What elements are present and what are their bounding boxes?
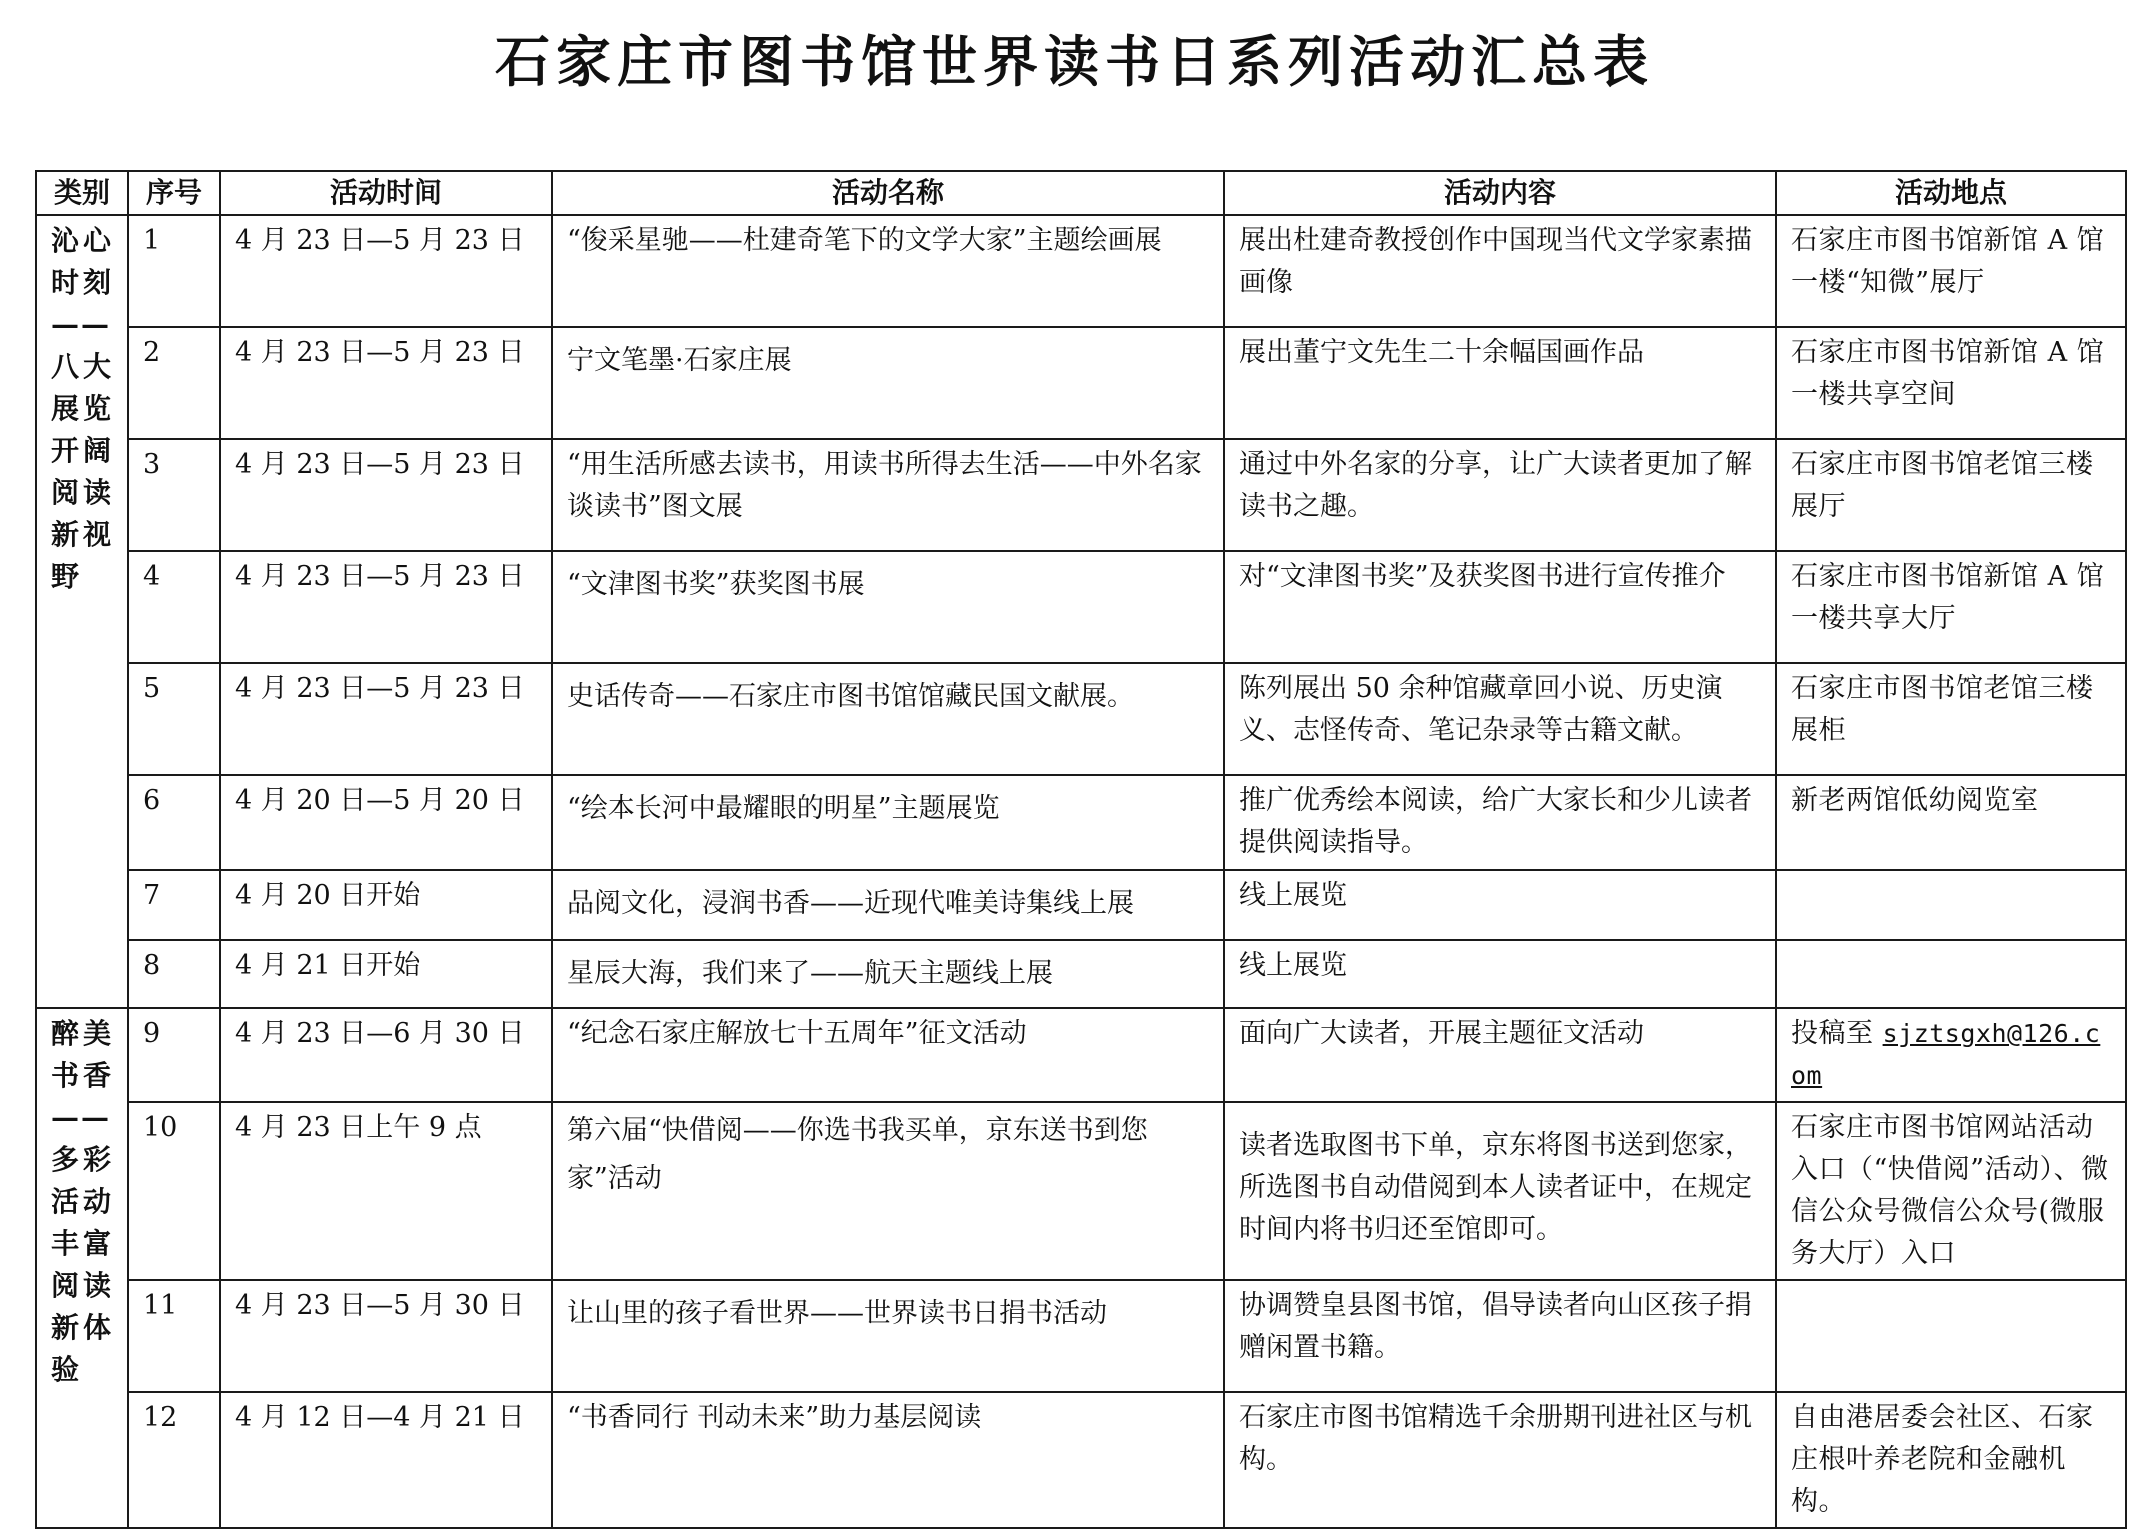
name-cell: 让山里的孩子看世界——世界读书日捐书活动: [552, 1280, 1224, 1392]
seq-cell: 5: [128, 663, 220, 775]
time-cell: 4 月 23 日上午 9 点: [220, 1102, 552, 1280]
content-cell: 协调赞皇县图书馆，倡导读者向山区孩子捐赠闲置书籍。: [1224, 1280, 1776, 1392]
seq-cell: 12: [128, 1392, 220, 1528]
header-seq: 序号: [128, 171, 220, 215]
seq-cell: 4: [128, 551, 220, 663]
content-cell: 线上展览: [1224, 870, 1776, 940]
time-cell: 4 月 20 日—5 月 20 日: [220, 775, 552, 870]
table-row: [36, 870, 2126, 940]
table-row: [36, 1392, 2126, 1528]
time-cell: 4 月 23 日—6 月 30 日: [220, 1008, 552, 1102]
table-row: [36, 1008, 2126, 1102]
content-cell: 展出杜建奇教授创作中国现当代文学家素描画像: [1224, 215, 1776, 327]
table-row: [36, 327, 2126, 439]
seq-cell: 6: [128, 775, 220, 870]
table-row: [36, 1102, 2126, 1280]
name-cell: “文津图书奖”获奖图书展: [552, 551, 1224, 663]
name-cell: 宁文笔墨·石家庄展: [552, 327, 1224, 439]
content-cell: 面向广大读者，开展主题征文活动: [1224, 1008, 1776, 1102]
seq-cell: 7: [128, 870, 220, 940]
seq-cell: 3: [128, 439, 220, 551]
name-cell: “绘本长河中最耀眼的明星”主题展览: [552, 775, 1224, 870]
location-cell: 石家庄市图书馆新馆 A 馆一楼共享空间: [1776, 327, 2126, 439]
location-cell: 石家庄市图书馆新馆 A 馆一楼“知微”展厅: [1776, 215, 2126, 327]
table-row: [36, 775, 2126, 870]
time-cell: 4 月 21 日开始: [220, 940, 552, 1008]
location-cell: [1776, 1008, 2126, 1102]
name-cell: 星辰大海，我们来了——航天主题线上展: [552, 940, 1224, 1008]
page-title: 石家庄市图书馆世界读书日系列活动汇总表: [494, 29, 1654, 94]
table-row: [36, 215, 2126, 327]
seq-cell: 1: [128, 215, 220, 327]
email-link[interactable]: sjztsgxh@126.com: [1791, 1019, 2101, 1090]
location-cell: [1776, 940, 2126, 1008]
content-cell: 陈列展出 50 余种馆藏章回小说、历史演义、志怪传奇、笔记杂录等古籍文献。: [1224, 663, 1776, 775]
content-cell: 对“文津图书奖”及获奖图书进行宣传推介: [1224, 551, 1776, 663]
table-header-row: [36, 171, 2126, 215]
time-cell: 4 月 23 日—5 月 30 日: [220, 1280, 552, 1392]
time-cell: 4 月 23 日—5 月 23 日: [220, 215, 552, 327]
table-row: [36, 439, 2126, 551]
location-prefix: 投稿至: [1791, 1018, 1883, 1049]
location-cell: 新老两馆低幼阅览室: [1776, 775, 2126, 870]
header-time: 活动时间: [220, 171, 552, 215]
location-cell: [1776, 1280, 2126, 1392]
seq-cell: 2: [128, 327, 220, 439]
location-cell: 石家庄市图书馆新馆 A 馆一楼共享大厅: [1776, 551, 2126, 663]
category-cell: 沁心时刻——八大展览开阔阅读新视野: [36, 215, 128, 1008]
header-name: 活动名称: [552, 171, 1224, 215]
name-cell: 品阅文化，浸润书香——近现代唯美诗集线上展: [552, 870, 1224, 940]
name-cell: “俊采星驰——杜建奇笔下的文学大家”主题绘画展: [552, 215, 1224, 327]
location-cell: 石家庄市图书馆老馆三楼展厅: [1776, 439, 2126, 551]
name-cell: “书香同行 刊动未来”助力基层阅读: [552, 1392, 1224, 1528]
content-cell: 通过中外名家的分享，让广大读者更加了解读书之趣。: [1224, 439, 1776, 551]
table-row: [36, 551, 2126, 663]
seq-cell: 11: [128, 1280, 220, 1392]
content-cell: 线上展览: [1224, 940, 1776, 1008]
seq-cell: 10: [128, 1102, 220, 1280]
location-cell: [1776, 870, 2126, 940]
content-cell: 展出董宁文先生二十余幅国画作品: [1224, 327, 1776, 439]
table-row: [36, 663, 2126, 775]
time-cell: 4 月 23 日—5 月 23 日: [220, 439, 552, 551]
header-content: 活动内容: [1224, 171, 1776, 215]
name-cell: 史话传奇——石家庄市图书馆馆藏民国文献展。: [552, 663, 1224, 775]
seq-cell: 9: [128, 1008, 220, 1102]
time-cell: 4 月 23 日—5 月 23 日: [220, 551, 552, 663]
header-location: 活动地点: [1776, 171, 2126, 215]
location-cell: 石家庄市图书馆网站活动入口（“快借阅”活动）、微信公众号微信公众号(微服务大厅）入口: [1776, 1102, 2126, 1280]
location-cell: 石家庄市图书馆老馆三楼展柜: [1776, 663, 2126, 775]
name-cell: 第六届“快借阅——你选书我买单，京东送书到您家”活动: [552, 1102, 1224, 1280]
time-cell: 4 月 20 日开始: [220, 870, 552, 940]
content-cell: 读者选取图书下单，京东将图书送到您家，所选图书自动借阅到本人读者证中，在规定时间内将书归还至馆即可。: [1224, 1102, 1776, 1280]
content-cell: 石家庄市图书馆精选千余册期刊进社区与机构。: [1224, 1392, 1776, 1528]
location-cell: 自由港居委会社区、石家庄根叶养老院和金融机构。: [1776, 1392, 2126, 1528]
category-cell: 醉美书香——多彩活动丰富阅读新体验: [36, 1008, 128, 1528]
time-cell: 4 月 23 日—5 月 23 日: [220, 663, 552, 775]
table-row: [36, 940, 2126, 1008]
name-cell: “用生活所感去读书，用读书所得去生活——中外名家谈读书”图文展: [552, 439, 1224, 551]
time-cell: 4 月 23 日—5 月 23 日: [220, 327, 552, 439]
time-cell: 4 月 12 日—4 月 21 日: [220, 1392, 552, 1528]
seq-cell: 8: [128, 940, 220, 1008]
header-category: 类别: [36, 171, 128, 215]
activity-table: [35, 170, 2127, 1529]
name-cell: “纪念石家庄解放七十五周年”征文活动: [552, 1008, 1224, 1102]
table-row: [36, 1280, 2126, 1392]
content-cell: 推广优秀绘本阅读，给广大家长和少儿读者提供阅读指导。: [1224, 775, 1776, 870]
